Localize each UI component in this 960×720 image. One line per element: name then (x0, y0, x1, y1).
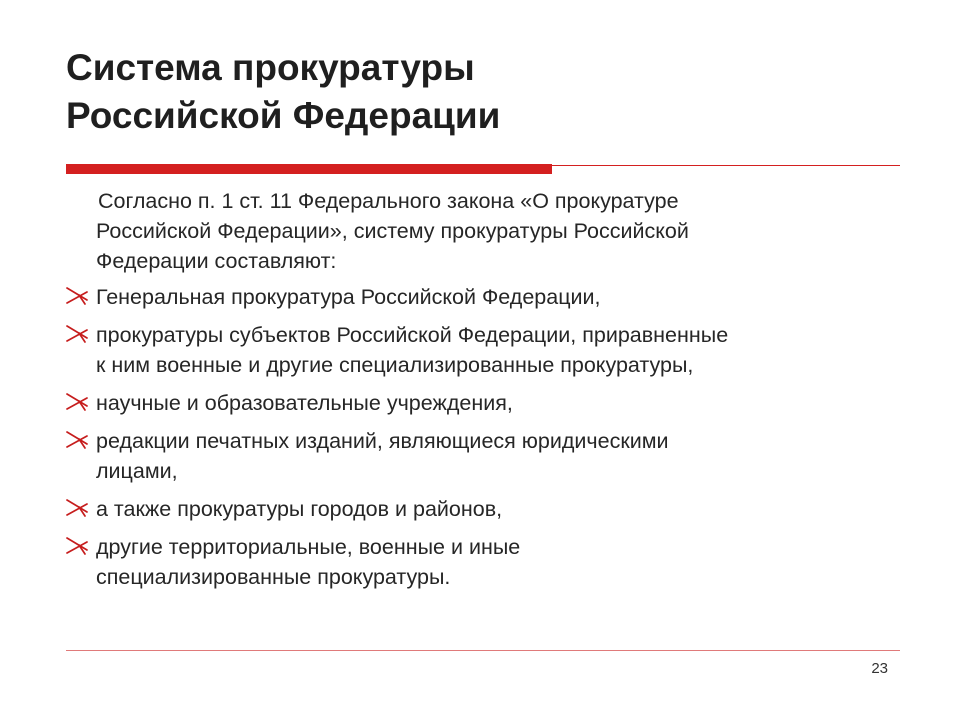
intro-paragraph (66, 186, 896, 276)
list-item (66, 320, 896, 380)
title-line-1: Система прокуратуры (66, 47, 475, 88)
intro-line-3: Федерации составляют: (96, 249, 337, 273)
title-underline-thin (552, 165, 900, 166)
list-item-line: редакции печатных изданий, являющиеся юридическими (96, 429, 669, 453)
list-item-line: к ним военные и другие специализированные прокуратуры, (96, 353, 694, 377)
intro-line-2: Российской Федерации», систему прокуратуры Российской (96, 219, 689, 243)
scissors-icon (66, 286, 88, 306)
list-item (66, 388, 896, 418)
slide-body (66, 186, 896, 600)
title-line-2: Российской Федерации (66, 95, 501, 136)
scissors-icon (66, 392, 88, 412)
list-item-line: лицами, (96, 459, 178, 483)
footer-divider (66, 650, 900, 651)
list-item-line: а также прокуратуры городов и районов, (96, 497, 503, 521)
title-underline-thick (66, 164, 552, 174)
intro-line-1: Согласно п. 1 ст. 11 Федерального закона «О прокуратуре (98, 189, 679, 213)
list-item (66, 494, 896, 524)
scissors-icon (66, 536, 88, 556)
scissors-icon (66, 498, 88, 518)
list-item-line: Генеральная прокуратура Российской Федерации, (96, 285, 601, 309)
list-item-line: научные и образовательные учреждения, (96, 391, 513, 415)
list-item (66, 426, 896, 486)
page-number: 23 (871, 660, 888, 677)
list-item (66, 532, 896, 592)
scissors-icon (66, 324, 88, 344)
list-item-line: прокуратуры субъектов Российской Федерации, приравненные (96, 323, 729, 347)
list-item (66, 282, 896, 312)
list-item-line: специализированные прокуратуры. (96, 565, 451, 589)
list-item-line: другие территориальные, военные и иные (96, 535, 521, 559)
slide-title (66, 44, 886, 140)
scissors-icon (66, 430, 88, 450)
